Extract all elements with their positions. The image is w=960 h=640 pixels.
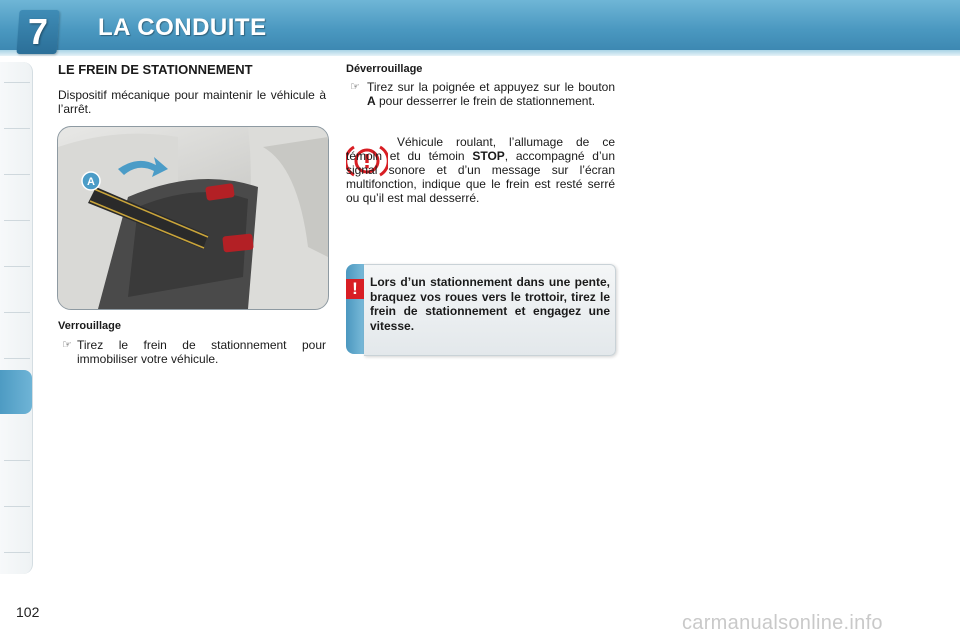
deverrouillage-text-before: Tirez sur la poignée et appuyez sur le bouton xyxy=(367,80,615,94)
rail-tab-7[interactable] xyxy=(4,358,30,359)
button-a-label: A xyxy=(367,94,376,108)
stop-label: STOP xyxy=(472,149,505,163)
photo-label-a: A xyxy=(87,176,95,188)
section-title: LE FREIN DE STATIONNEMENT xyxy=(58,62,253,77)
note-text: Lors d’un stationnement dans une pente, braquez vos roues vers le trottoir, tirez le frein de stationnement et engagez une vitesse. xyxy=(370,275,610,333)
page-number: 102 xyxy=(16,604,40,620)
deverrouillage-text-after: pour desserrer le frein de stationnement. xyxy=(375,94,596,108)
rail-tab-8[interactable] xyxy=(4,460,30,461)
rail-tab-5[interactable] xyxy=(4,266,30,267)
chapter-number: 7 xyxy=(27,11,49,52)
verrouillage-title: Verrouillage xyxy=(58,320,121,332)
deverrouillage-title: Déverrouillage xyxy=(346,63,423,75)
section-intro: Dispositif mécanique pour maintenir le véhicule à l’arrêt. xyxy=(58,88,326,116)
warning-text xyxy=(346,135,615,205)
rail-tab-6[interactable] xyxy=(4,312,30,313)
rail-tab-3[interactable] xyxy=(4,174,30,175)
exclamation-icon: ! xyxy=(346,279,364,299)
parking-brake-photo xyxy=(57,126,329,310)
pointing-hand-icon: ☞ xyxy=(62,339,72,351)
pointing-hand-icon: ☞ xyxy=(350,81,360,93)
watermark: carmanualsonline.info xyxy=(682,612,883,634)
note-accent-bar xyxy=(346,264,366,354)
chapter-title: LA CONDUITE xyxy=(98,14,267,41)
rail-tab-10[interactable] xyxy=(4,552,30,553)
chapter-tab-rail xyxy=(0,62,33,574)
warning-text-after: , accompagné d’un signal sonore et d’un message sur l’écran multifonction, indique que le frein est resté serré ou qu’il est mal desserré. xyxy=(346,149,615,205)
rail-tab-9[interactable] xyxy=(4,506,30,507)
rail-tab-1[interactable] xyxy=(4,82,30,83)
rail-tab-2[interactable] xyxy=(4,128,30,129)
warning-text-before: Véhicule roulant, l’allumage de ce témoin et du témoin xyxy=(346,135,615,163)
deverrouillage-text xyxy=(367,80,615,108)
verrouillage-text: Tirez le frein de stationnement pour immobiliser votre véhicule. xyxy=(77,338,326,366)
rail-tab-active[interactable] xyxy=(0,370,32,414)
header-strip xyxy=(0,50,960,56)
rail-tab-4[interactable] xyxy=(4,220,30,221)
